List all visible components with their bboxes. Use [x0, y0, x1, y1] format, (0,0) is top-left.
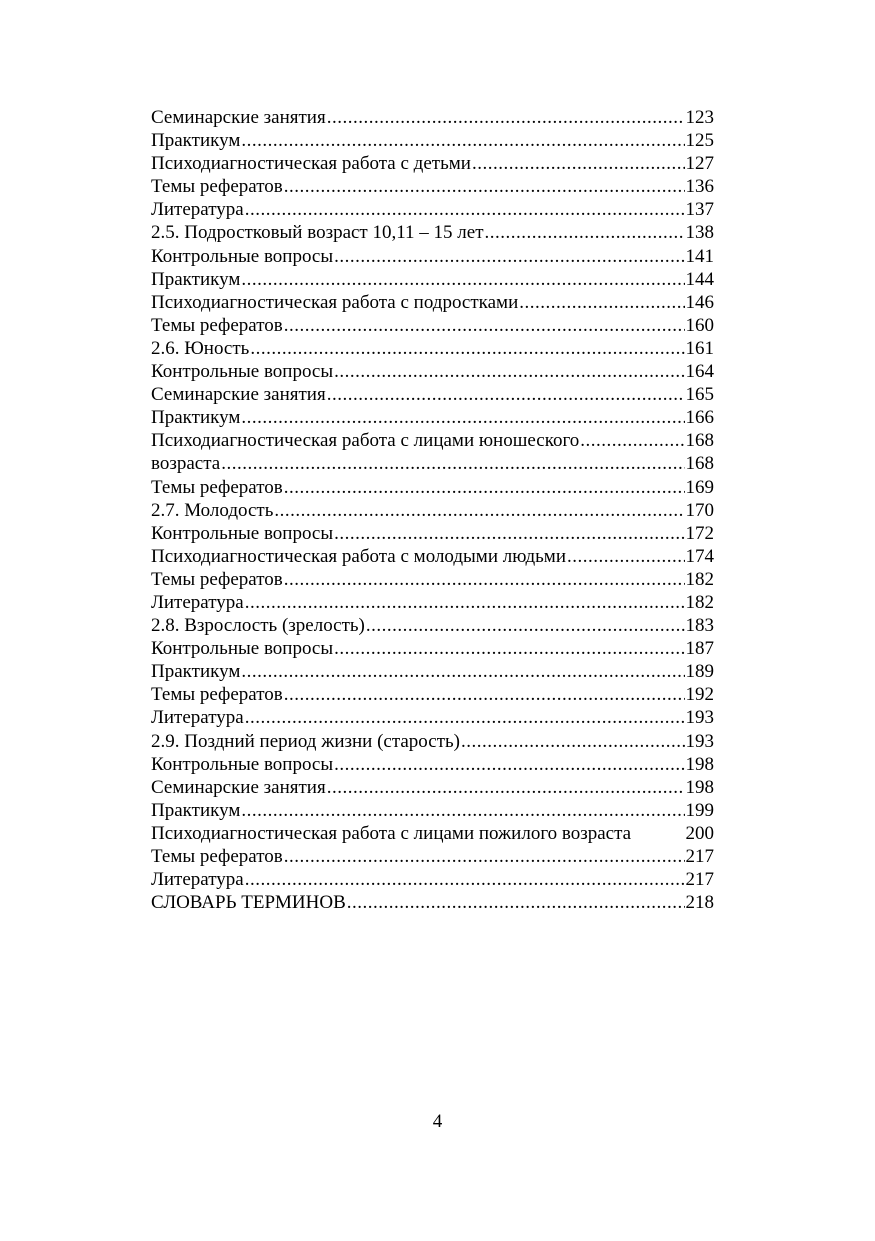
toc-entry-title: Семинарские занятия [151, 107, 326, 128]
toc-entry-title: Темы рефератов [151, 684, 283, 706]
toc-entry-title: Семинарские занятия [151, 776, 326, 798]
toc-entry-title: Практикум [151, 799, 241, 821]
toc-entry-title: 2.6. Юность [151, 337, 250, 359]
toc-dot-leader [241, 129, 684, 152]
toc-entry[interactable] [151, 868, 714, 891]
toc-entry[interactable] [151, 429, 714, 452]
toc-entry[interactable] [151, 314, 714, 337]
toc-dot-leader [519, 291, 684, 314]
toc-entry[interactable] [151, 499, 714, 522]
toc-dot-leader [334, 753, 684, 776]
toc-entry[interactable] [151, 637, 714, 660]
toc-dot-leader [284, 175, 685, 198]
toc-dot-leader [327, 383, 685, 406]
toc-dot-leader [334, 522, 684, 545]
toc-entry-title: Практикум [151, 130, 241, 152]
toc-dot-leader [366, 614, 685, 637]
toc-entry[interactable] [151, 545, 714, 568]
toc-dot-leader [284, 568, 685, 591]
toc-entry-title: Семинарские занятия [151, 384, 326, 406]
toc-entry-page: 127 [685, 153, 714, 175]
table-of-contents [151, 106, 714, 914]
toc-dot-leader [284, 683, 685, 706]
toc-entry-title: Психодиагностическая работа с молодыми людьми [151, 545, 566, 567]
toc-entry-title: 2.5. Подростковый возраст 10,11 – 15 лет [151, 222, 484, 244]
toc-entry[interactable] [151, 106, 714, 129]
toc-dot-leader [274, 499, 684, 522]
toc-dot-leader [245, 706, 685, 729]
toc-dot-leader [472, 152, 685, 175]
toc-entry-page: 198 [685, 776, 714, 798]
toc-entry-title: Литература [151, 869, 244, 891]
toc-entry[interactable] [151, 776, 714, 799]
toc-entry-page: 182 [685, 568, 714, 590]
toc-entry[interactable] [151, 799, 714, 822]
toc-entry[interactable] [151, 268, 714, 291]
toc-entry-page: 136 [685, 176, 714, 198]
toc-entry-page: 189 [685, 661, 714, 683]
toc-dot-leader [284, 476, 685, 499]
toc-entry[interactable] [151, 383, 714, 406]
toc-entry-page: 146 [685, 291, 714, 313]
toc-entry[interactable] [151, 568, 714, 591]
toc-dot-leader [461, 730, 684, 753]
toc-entry-page: 125 [685, 130, 714, 152]
toc-entry[interactable] [151, 706, 714, 729]
toc-entry[interactable] [151, 152, 714, 175]
toc-dot-leader [284, 845, 685, 868]
toc-entry[interactable] [151, 129, 714, 152]
toc-entry-title: Темы рефератов [151, 846, 283, 867]
toc-dot-leader [334, 245, 684, 268]
toc-entry-title: Психодиагностическая работа с лицами пожилого возраста [151, 822, 632, 844]
toc-entry-page: 218 [685, 892, 714, 914]
toc-entry[interactable] [151, 683, 714, 706]
toc-entry-title: Психодиагностическая работа с детьми [151, 153, 471, 175]
toc-entry[interactable] [151, 522, 714, 545]
toc-dot-leader [334, 360, 684, 383]
toc-entry-title: 2.7. Молодость [151, 499, 274, 521]
toc-entry-page: 160 [685, 314, 714, 336]
toc-entry-page: 170 [685, 499, 714, 521]
toc-dot-leader [241, 799, 684, 822]
toc-entry-title: Практикум [151, 268, 241, 290]
toc-entry-page: 200 [685, 822, 714, 844]
toc-entry-title: Литература [151, 199, 244, 221]
toc-entry[interactable] [151, 614, 714, 637]
toc-entry-page: 161 [685, 337, 714, 359]
toc-entry[interactable] [151, 891, 714, 914]
toc-entry-title: Темы рефератов [151, 176, 283, 198]
toc-entry[interactable] [151, 291, 714, 314]
toc-dot-leader [284, 314, 685, 337]
toc-entry-page: 123 [685, 107, 714, 128]
toc-dot-leader [241, 660, 684, 683]
toc-entry-title: СЛОВАРЬ ТЕРМИНОВ [151, 892, 346, 914]
toc-entry-title: Практикум [151, 661, 241, 683]
toc-entry-page: 144 [685, 268, 714, 290]
toc-entry[interactable] [151, 198, 714, 221]
toc-entry[interactable] [151, 245, 714, 268]
toc-entry-title: Литература [151, 591, 244, 613]
toc-entry-page: 172 [685, 522, 714, 544]
toc-entry[interactable] [151, 822, 714, 845]
toc-entry[interactable] [151, 452, 714, 475]
toc-dot-leader [485, 221, 685, 244]
toc-entry-page: 217 [685, 846, 714, 867]
toc-entry-title: Практикум [151, 407, 241, 429]
toc-entry-title: Контрольные вопросы [151, 638, 334, 660]
toc-entry-title: возраста [151, 453, 221, 475]
toc-dot-leader [245, 198, 685, 221]
toc-dot-leader [250, 337, 684, 360]
toc-entry-page: 137 [685, 199, 714, 221]
toc-entry-page: 193 [685, 730, 714, 752]
toc-dot-leader [245, 868, 685, 891]
toc-entry-page: 198 [685, 753, 714, 775]
toc-dot-leader [245, 591, 685, 614]
toc-dot-leader [241, 406, 684, 429]
toc-entry-page: 174 [685, 545, 714, 567]
toc-entry[interactable] [151, 591, 714, 614]
toc-entry-title: Темы рефератов [151, 476, 283, 498]
toc-entry-page: 165 [685, 384, 714, 406]
toc-entry[interactable] [151, 337, 714, 360]
toc-entry[interactable] [151, 476, 714, 499]
toc-dot-leader [241, 268, 684, 291]
toc-entry-title: Контрольные вопросы [151, 245, 334, 267]
toc-entry[interactable] [151, 221, 714, 244]
toc-entry-page: 199 [685, 799, 714, 821]
toc-dot-leader [327, 776, 685, 799]
toc-entry-page: 164 [685, 361, 714, 383]
toc-entry-page: 183 [685, 615, 714, 637]
toc-entry-page: 141 [685, 245, 714, 267]
toc-entry-title: Темы рефератов [151, 314, 283, 336]
toc-dot-leader [347, 891, 685, 914]
toc-entry-page: 217 [685, 869, 714, 891]
toc-entry-page: 138 [685, 222, 714, 244]
toc-entry-page: 166 [685, 407, 714, 429]
toc-entry-title: 2.9. Поздний период жизни (старость) [151, 730, 461, 752]
toc-entry[interactable] [151, 360, 714, 383]
toc-entry-title: Контрольные вопросы [151, 361, 334, 383]
toc-dot-leader [327, 106, 685, 129]
toc-entry-title: 2.8. Взрослость (зрелость) [151, 615, 365, 637]
toc-entry-page: 168 [685, 430, 714, 452]
toc-entry[interactable] [151, 660, 714, 683]
toc-entry[interactable] [151, 730, 714, 753]
toc-dot-leader [580, 429, 684, 452]
toc-entry-title: Контрольные вопросы [151, 753, 334, 775]
toc-entry-page: 193 [685, 707, 714, 729]
toc-entry-title: Контрольные вопросы [151, 522, 334, 544]
toc-entry-page: 192 [685, 684, 714, 706]
toc-dot-leader [334, 637, 684, 660]
toc-dot-leader [567, 545, 685, 568]
page-number: 4 [432, 1111, 443, 1132]
toc-entry[interactable] [151, 753, 714, 776]
toc-entry-page: 168 [685, 453, 714, 475]
toc-entry-title: Психодиагностическая работа с подростками [151, 291, 519, 313]
toc-entry-title: Психодиагностическая работа с лицами юношеского [151, 430, 580, 452]
toc-entry[interactable] [151, 406, 714, 429]
toc-entry[interactable] [151, 175, 714, 198]
toc-entry-title: Литература [151, 707, 244, 729]
toc-entry-title: Темы рефератов [151, 568, 283, 590]
toc-entry-page: 182 [685, 591, 714, 613]
toc-entry-page: 187 [685, 638, 714, 660]
toc-entry-page: 169 [685, 476, 714, 498]
toc-dot-leader [221, 452, 684, 475]
toc-entry[interactable] [151, 845, 714, 868]
